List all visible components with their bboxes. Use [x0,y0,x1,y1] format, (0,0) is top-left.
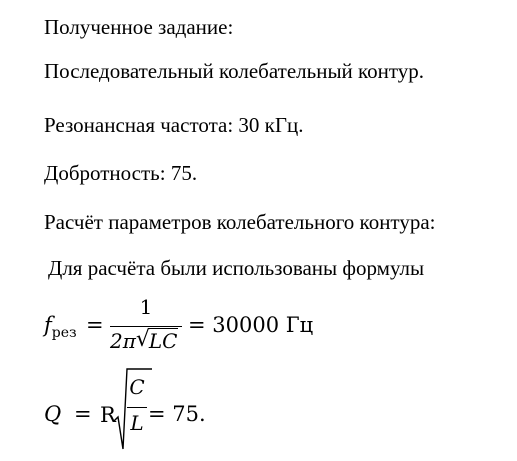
radicand-fraction-bar [127,407,147,408]
frequency-subscript: рез [51,325,77,341]
circuit-type-text: Последовательный колебательный контур. [44,59,425,83]
formula-quality-equals: = [74,402,92,426]
formula-quality-result: = 75. [148,402,206,426]
quality-factor-text: Добротность: 75. [44,161,198,185]
fraction-numerator: 1 [139,295,153,319]
radicand: LC [148,329,178,353]
denominator-prefix: 2π [110,329,136,353]
resistance-symbol: R [100,403,116,427]
radicand-denominator: L [130,411,144,435]
radicand-numerator: C [129,375,145,399]
resonant-frequency-formula [44,295,334,355]
formulas-intro-text: Для расчёта были использованы формулы [48,256,425,280]
formula-frequency-result: = 30000 Гц [188,313,314,337]
resonant-frequency-text: Резонансная частота: 30 кГц. [44,113,304,137]
quality-factor-formula [44,365,294,455]
square-root [136,329,179,353]
received-task-heading: Полученное задание: [44,15,234,39]
formula-frequency-equals: = [86,313,104,337]
fraction-denominator [110,329,178,353]
quality-symbol: Q [44,402,62,426]
frequency-symbol: f [44,313,52,337]
calculation-title: Расчёт параметров колебательного контура: [44,210,436,234]
formula-frequency-lhs [44,313,77,341]
radical-sign-icon: √ [135,327,150,352]
formula-frequency-fraction [110,295,182,355]
